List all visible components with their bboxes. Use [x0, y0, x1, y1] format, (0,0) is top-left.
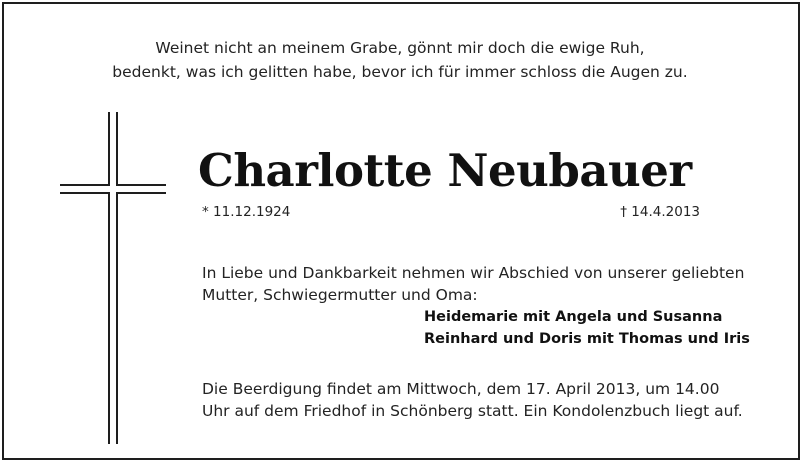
funeral-line-2: Uhr auf dem Friedhof in Schönberg statt. Ein Kondolenzbuch liegt auf.	[202, 402, 743, 420]
funeral-line-1: Die Beerdigung findet am Mittwoch, dem 17. April 2013, um 14.00	[202, 380, 720, 398]
verse-line-1: Weinet nicht an meinem Grabe, gönnt mir doch die ewige Ruh,	[155, 39, 645, 57]
death-date: † 14.4.2013	[620, 204, 700, 220]
intro-line-1: In Liebe und Dankbarkeit nehmen wir Abschied von unserer geliebten	[202, 264, 745, 282]
farewell-intro	[202, 262, 744, 306]
birth-date: * 11.12.1924	[202, 204, 291, 220]
mourner-family: Reinhard und Doris mit Thomas und Iris	[424, 331, 750, 347]
memorial-verse	[0, 36, 800, 84]
funeral-notice	[202, 378, 743, 422]
intro-line-2: Mutter, Schwiegermutter und Oma:	[202, 286, 478, 304]
mourner-family: Heidemarie mit Angela und Susanna	[424, 309, 723, 325]
verse-line-2: bedenkt, was ich gelitten habe, bevor ich für immer schloss die Augen zu.	[112, 63, 688, 81]
mourners-list	[424, 306, 750, 350]
cross-icon	[60, 112, 166, 444]
deceased-name: Charlotte Neubauer	[198, 144, 692, 197]
